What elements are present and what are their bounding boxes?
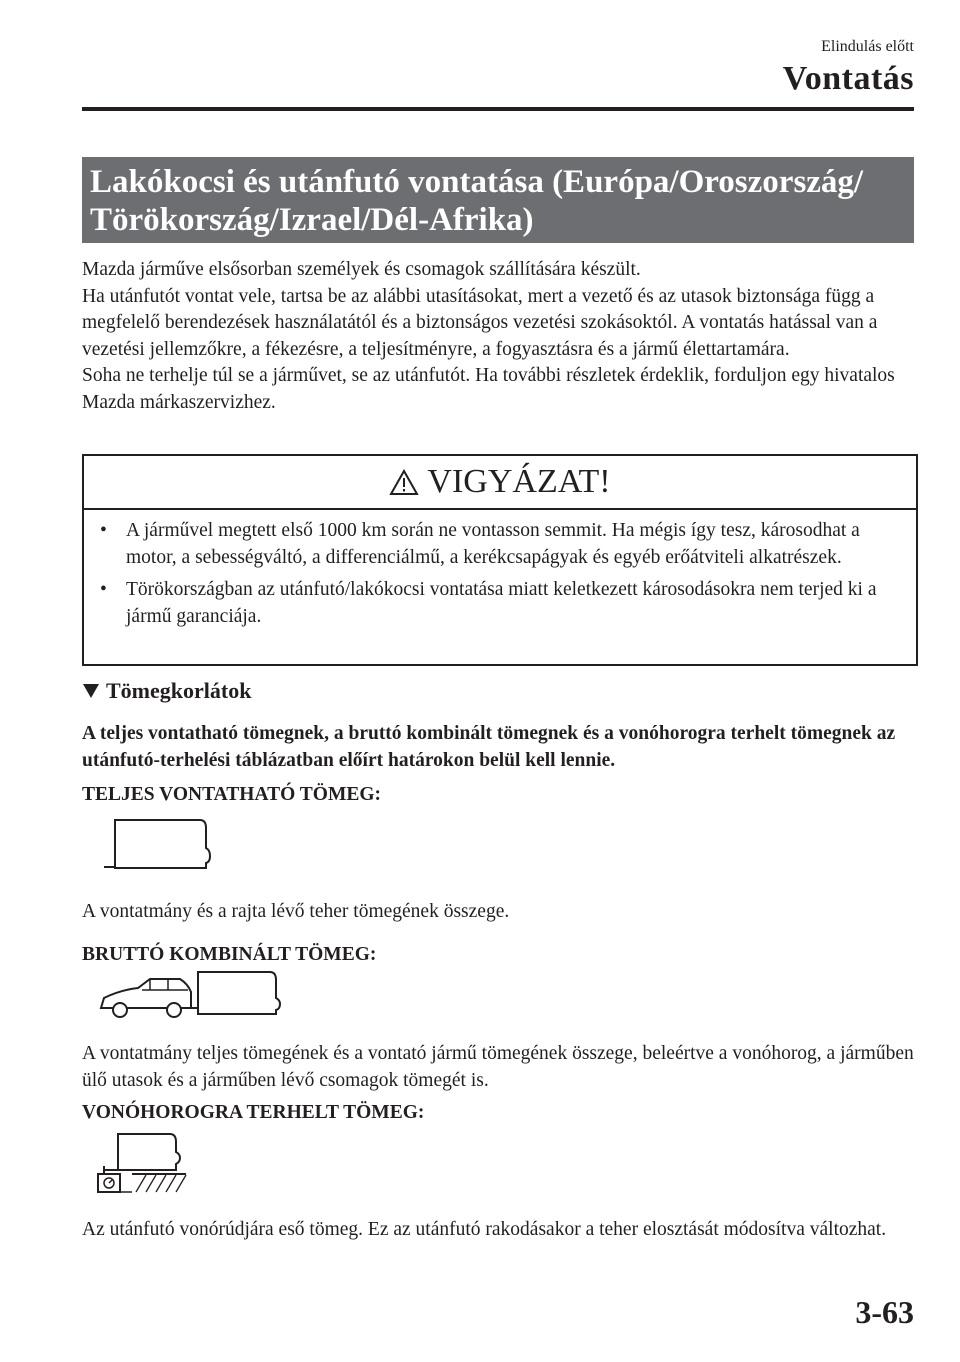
total-towable-label: TELJES VONTATHATÓ TÖMEG: (82, 784, 382, 805)
gross-combination-description: A vontatmány teljes tömegének és a vontató jármű tömegének összege, beleértve a vonóhorog, a járműben ülő utasok és a járműben lévő csomagok tömegét is. (82, 1043, 914, 1091)
bullet-dot-icon: • (100, 579, 107, 600)
down-triangle-icon (82, 683, 100, 699)
intro-paragraph-1: Mazda járműve elsősorban személyek és csomagok szállítására készült. (82, 259, 641, 280)
caution-title: VIGYÁZAT! (427, 463, 611, 500)
car-with-trailer-illustration (98, 968, 283, 1024)
caution-bullet-text: Törökországban az utánfutó/lakókocsi vontatása miatt keletkezett károsodásokra nem terjed ki a jármű garanciája. (126, 579, 877, 627)
hitch-scale-illustration (96, 1130, 288, 1194)
tongue-load-description: Az utánfutó vonórúdjára eső tömeg. Ez az utánfutó rakodásakor a teher elosztását módosítva változhat. (82, 1219, 887, 1240)
trailer-illustration (100, 816, 218, 874)
subsection-heading (82, 678, 251, 704)
running-header-title: Vontatás (782, 60, 914, 97)
caution-header (84, 456, 916, 510)
running-header-section: Elindulás előtt (821, 38, 914, 55)
warning-triangle-icon (389, 469, 419, 496)
caution-bullet (100, 518, 896, 571)
bullet-dot-icon: • (100, 520, 107, 541)
intro-text (82, 257, 916, 416)
total-towable-description: A vontatmány és a rajta lévő teher tömegének összege. (82, 901, 510, 922)
caution-body (84, 510, 916, 630)
intro-paragraph-2: Ha utánfutót vontat vele, tartsa be az alábbi utasításokat, mert a vezető és az utasok biztonsága függ a megfelelő berendezések használatától és a biztonságos vezetési szokásoktól. A vontatás hatással van a vezetési jellemzőkre, a fékezésre, a teljesítményre, a fogyasztásra és a jármű élettartamára. (82, 285, 878, 360)
mass-limits-paragraph: A teljes vontatható tömegnek, a bruttó kombinált tömegnek és a vonóhorogra terhelt tömegnek az utánfutó-terhelési táblázatban előírt határokon belül kell lennie. (82, 723, 896, 771)
intro-paragraph-3: Soha ne terhelje túl se a járművet, se az utánfutót. Ha további részletek érdeklik, forduljon egy hivatalos Mazda márkaszervizhez. (82, 365, 895, 413)
banner-line-2: Törökország/Izrael/Dél-Afrika) (90, 202, 534, 238)
caution-bullet-text: A járművel megtett első 1000 km során ne vontasson semmit. Ha mégis így tesz, károsodhat a motor, a sebességváltó, a differenciálmű, a kerékcsapágyak és egyéb erőátviteli alkatrészek. (126, 520, 860, 568)
caution-bullet (100, 577, 896, 630)
page-number: 3-63 (855, 1294, 914, 1330)
section-banner (82, 157, 914, 243)
subsection-title: Tömegkorlátok (106, 678, 252, 703)
banner-line-1: Lakókocsi és utánfutó vontatása (Európa/Oroszország/ (90, 164, 864, 200)
header-rule (82, 107, 914, 111)
gross-combination-label: BRUTTÓ KOMBINÁLT TÖMEG: (82, 944, 377, 965)
tongue-load-label: VONÓHOROGRA TERHELT TÖMEG: (82, 1102, 425, 1123)
caution-box (82, 454, 918, 666)
